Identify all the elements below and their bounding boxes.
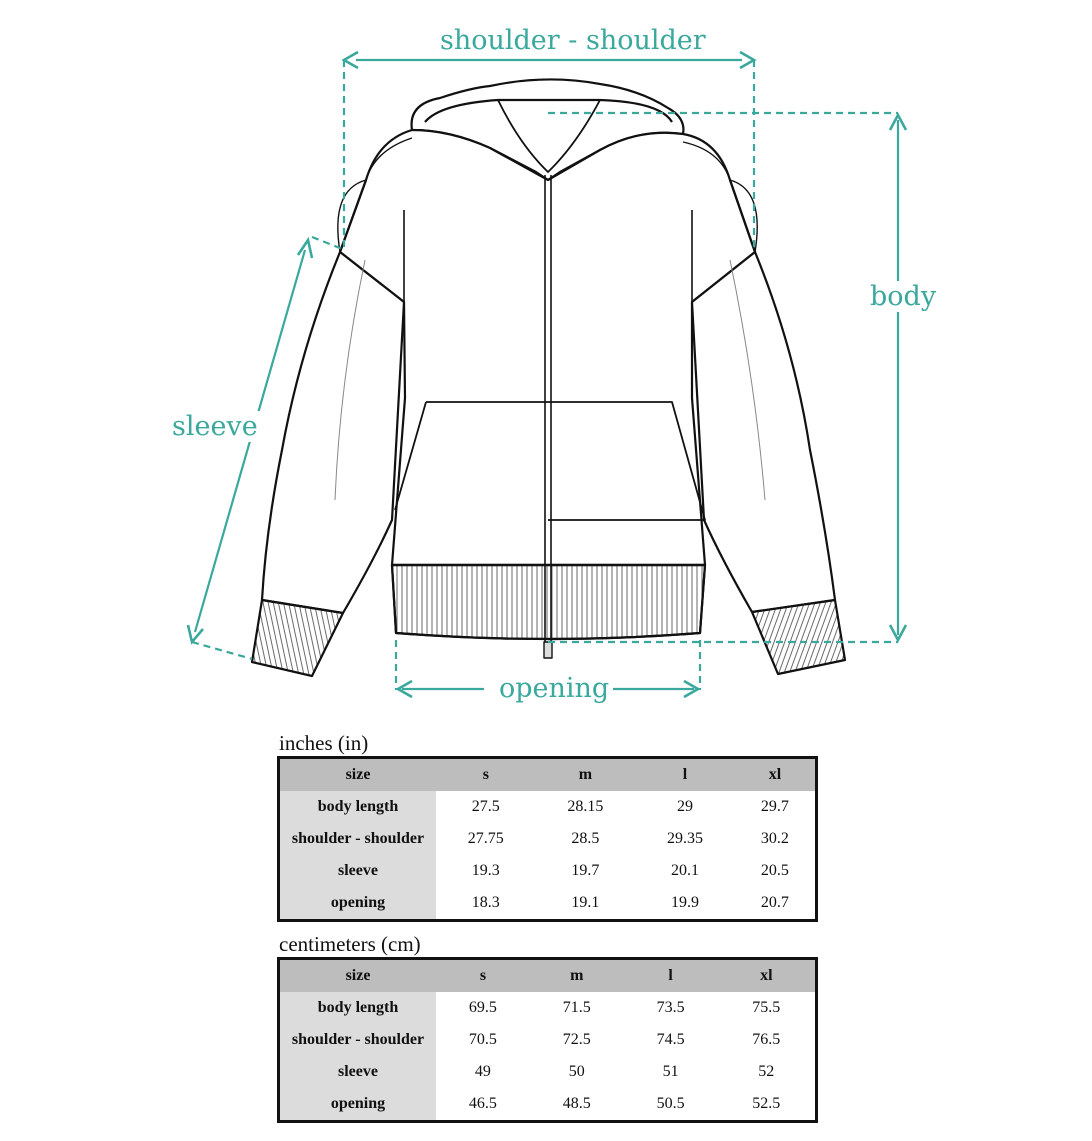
- table-cell: 50.5: [624, 1088, 718, 1122]
- table-cell: 29.35: [635, 823, 735, 855]
- table-row: [279, 1024, 817, 1056]
- table-row: [279, 992, 817, 1024]
- table-header-row: [279, 758, 817, 792]
- table-cell: 29: [635, 791, 735, 823]
- row-label: opening: [279, 1088, 437, 1122]
- row-label: body length: [279, 791, 437, 823]
- table-cell: 72.5: [530, 1024, 624, 1056]
- row-label: opening: [279, 887, 437, 921]
- header-cell: xl: [735, 758, 817, 792]
- table-cell: 49: [436, 1056, 530, 1088]
- table-row: [279, 887, 817, 921]
- header-cell: l: [624, 959, 718, 993]
- left-cuff: [252, 600, 343, 676]
- table-cell: 30.2: [735, 823, 817, 855]
- row-label: sleeve: [279, 1056, 437, 1088]
- table-cell: 69.5: [436, 992, 530, 1024]
- table-row: [279, 1088, 817, 1122]
- header-cell: l: [635, 758, 735, 792]
- table-row: [279, 855, 817, 887]
- body-label: body: [866, 281, 940, 312]
- sleeve-label: sleeve: [168, 411, 262, 442]
- table-cell: 20.5: [735, 855, 817, 887]
- shoulder-label: shoulder - shoulder: [436, 25, 710, 56]
- table-cell: 52: [718, 1056, 817, 1088]
- header-cell: s: [436, 758, 536, 792]
- inches-title: inches (in): [279, 731, 369, 755]
- table-cell: 75.5: [718, 992, 817, 1024]
- table-row: [279, 1056, 817, 1088]
- table-cell: 29.7: [735, 791, 817, 823]
- row-label: body length: [279, 992, 437, 1024]
- table-cell: 19.7: [536, 855, 636, 887]
- header-cell: m: [536, 758, 636, 792]
- header-cell: m: [530, 959, 624, 993]
- hem-ribbing: [392, 565, 705, 639]
- hoodie-outline: [252, 79, 845, 676]
- table-cell: 48.5: [530, 1088, 624, 1122]
- row-label: shoulder - shoulder: [279, 823, 437, 855]
- table-cell: 19.9: [635, 887, 735, 921]
- table-cell: 28.15: [536, 791, 636, 823]
- table-cell: 51: [624, 1056, 718, 1088]
- table-cell: 27.75: [436, 823, 536, 855]
- opening-label: opening: [495, 673, 613, 704]
- header-cell: size: [279, 959, 437, 993]
- table-cell: 50: [530, 1056, 624, 1088]
- table-cell: 27.5: [436, 791, 536, 823]
- table-cell: 28.5: [536, 823, 636, 855]
- table-cell: 18.3: [436, 887, 536, 921]
- table-row: [279, 791, 817, 823]
- centimeters-title: centimeters (cm): [279, 932, 421, 956]
- table-cell: 74.5: [624, 1024, 718, 1056]
- table-cell: 71.5: [530, 992, 624, 1024]
- header-cell: s: [436, 959, 530, 993]
- table-cell: 76.5: [718, 1024, 817, 1056]
- zipper-pull: [544, 642, 552, 658]
- table-header-row: [279, 959, 817, 993]
- table-cell: 52.5: [718, 1088, 817, 1122]
- centimeters-size-table: [277, 957, 818, 1123]
- table-cell: 19.1: [536, 887, 636, 921]
- header-cell: size: [279, 758, 437, 792]
- right-cuff: [752, 600, 845, 674]
- table-cell: 20.7: [735, 887, 817, 921]
- table-cell: 19.3: [436, 855, 536, 887]
- inches-size-table: [277, 756, 818, 922]
- header-cell: xl: [718, 959, 817, 993]
- table-cell: 70.5: [436, 1024, 530, 1056]
- row-label: shoulder - shoulder: [279, 1024, 437, 1056]
- table-cell: 46.5: [436, 1088, 530, 1122]
- table-row: [279, 823, 817, 855]
- table-cell: 73.5: [624, 992, 718, 1024]
- table-cell: 20.1: [635, 855, 735, 887]
- row-label: sleeve: [279, 855, 437, 887]
